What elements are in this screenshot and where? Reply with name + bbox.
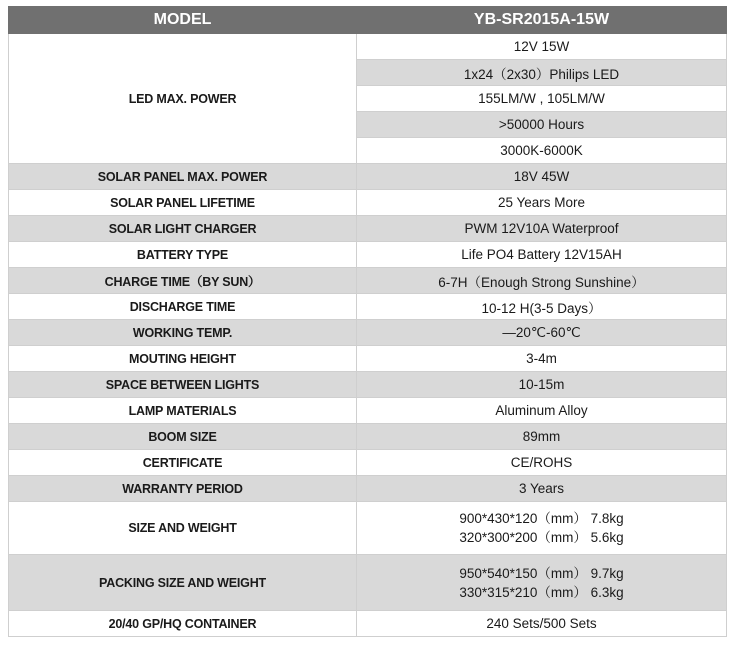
table-row	[9, 372, 727, 398]
size-weight-value	[357, 502, 727, 555]
row-label: WARRANTY PERIOD	[9, 476, 357, 502]
table-row	[9, 216, 727, 242]
table-row	[9, 555, 727, 611]
packing-line: 330*315*210（mm） 6.3kg	[459, 584, 624, 600]
row-value: 10-12 H(3-5 Days）	[357, 294, 727, 320]
row-value: 3 Years	[357, 476, 727, 502]
led-value: 12V 15W	[357, 34, 727, 60]
led-value: 1x24（2x30）Philips LED	[357, 60, 727, 86]
table-row	[9, 476, 727, 502]
spec-table	[8, 6, 727, 637]
row-value: 25 Years More	[357, 190, 727, 216]
led-value: 155LM/W , 105LM/W	[357, 86, 727, 112]
table-row	[9, 424, 727, 450]
row-value: 6-7H（Enough Strong Sunshine）	[357, 268, 727, 294]
container-value: 240 Sets/500 Sets	[357, 611, 727, 637]
row-value: 3-4m	[357, 346, 727, 372]
led-power-label: LED MAX. POWER	[9, 34, 357, 164]
row-label: SOLAR PANEL MAX. POWER	[9, 164, 357, 190]
row-value: 89mm	[357, 424, 727, 450]
table-row	[9, 164, 727, 190]
header-label: MODEL	[9, 7, 357, 34]
size-weight-label: SIZE AND WEIGHT	[9, 502, 357, 555]
table-row	[9, 320, 727, 346]
row-label: BATTERY TYPE	[9, 242, 357, 268]
row-label: DISCHARGE TIME	[9, 294, 357, 320]
row-label: CERTIFICATE	[9, 450, 357, 476]
row-value: Life PO4 Battery 12V15AH	[357, 242, 727, 268]
table-row	[9, 190, 727, 216]
table-row	[9, 502, 727, 555]
row-label: LAMP MATERIALS	[9, 398, 357, 424]
table-row	[9, 294, 727, 320]
table-row	[9, 611, 727, 637]
packing-label: PACKING SIZE AND WEIGHT	[9, 555, 357, 611]
header-row	[9, 7, 727, 34]
row-value: 10-15m	[357, 372, 727, 398]
row-label: SPACE BETWEEN LIGHTS	[9, 372, 357, 398]
table-row	[9, 346, 727, 372]
table-row	[9, 268, 727, 294]
row-label: MOUTING HEIGHT	[9, 346, 357, 372]
row-value: Aluminum Alloy	[357, 398, 727, 424]
row-value: 18V 45W	[357, 164, 727, 190]
row-label: WORKING TEMP.	[9, 320, 357, 346]
table-row	[9, 450, 727, 476]
size-weight-line: 900*430*120（mm） 7.8kg	[459, 511, 624, 526]
table-row	[9, 242, 727, 268]
row-label: BOOM SIZE	[9, 424, 357, 450]
packing-value	[357, 555, 727, 611]
row-value: —20℃-60℃	[357, 320, 727, 346]
header-value: YB-SR2015A-15W	[357, 7, 727, 34]
packing-line: 950*540*150（mm） 9.7kg	[459, 565, 624, 581]
container-label: 20/40 GP/HQ CONTAINER	[9, 611, 357, 637]
led-value: >50000 Hours	[357, 112, 727, 138]
row-label: SOLAR LIGHT CHARGER	[9, 216, 357, 242]
size-weight-line: 320*300*200（mm） 5.6kg	[459, 530, 624, 545]
led-value: 3000K-6000K	[357, 138, 727, 164]
row-value: CE/ROHS	[357, 450, 727, 476]
row-label: SOLAR PANEL LIFETIME	[9, 190, 357, 216]
row-label: CHARGE TIME（BY SUN）	[9, 268, 357, 294]
table-row	[9, 34, 727, 60]
table-row	[9, 398, 727, 424]
row-value: PWM 12V10A Waterproof	[357, 216, 727, 242]
